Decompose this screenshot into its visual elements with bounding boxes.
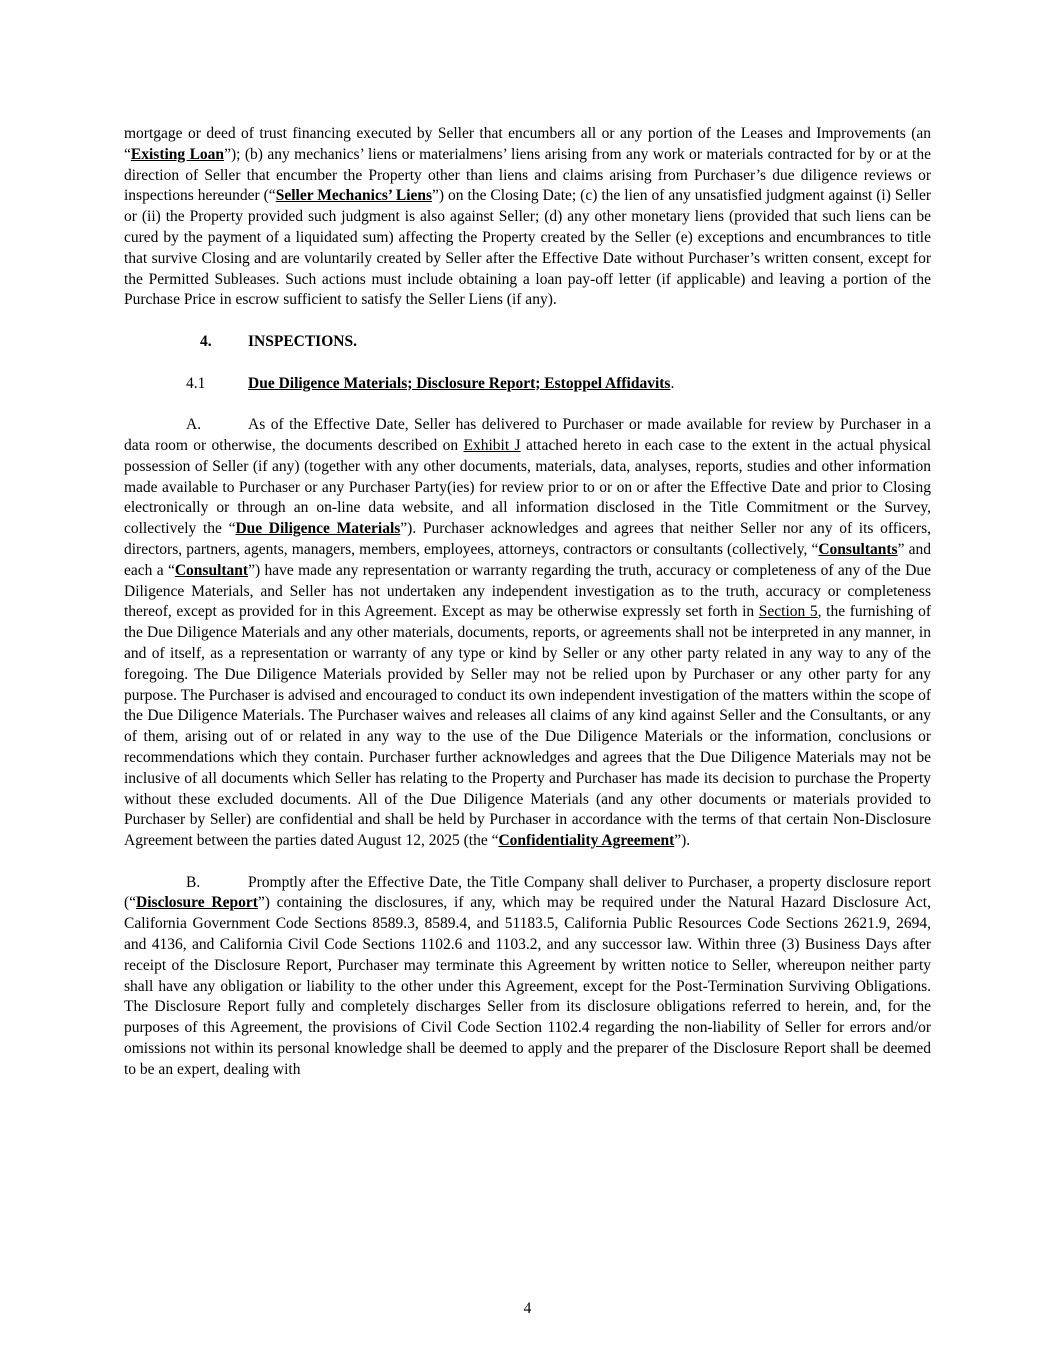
text-run: ”).	[674, 832, 691, 850]
defined-term-seller-mechanics-liens: Seller Mechanics’ Liens	[275, 187, 433, 205]
text-run: ”) on the Closing Date; (c) the lien of any unsatisfied judgment against (i) Seller or (ii) the Property provided such judgment is also against Seller; (d) any other monetary liens (provided that such liens can be cured by the payment of a liquidated sum) affecting the Property created by the Seller (e) exceptions and encumbrances to title that survive Closing and are voluntarily created by Seller after the Effective Date without Purchaser’s written consent, except for the Permitted Subleases. Such actions must include obtaining a loan pay-off letter (if applicable) and leaving a portion of the Purchase Price in escrow sufficient to satisfy the Seller Liens (if any).	[124, 187, 931, 309]
subsection-title-period: .	[670, 374, 675, 392]
text-run: , the furnishing of the Due Diligence Materials and any other materials, documents, reports, or agreements shall not be interpreted in any manner, in and of itself, as a representation or warranty of any type or kind by Seller or any other party related in any way to any of the foregoing. The Due Diligence Materials provided by Seller may not be relied upon by Purchaser or any other party for any purpose. The Purchaser is advised and encouraged to conduct its own independent investigation of the matters within the scope of the Due Diligence Materials. The Purchaser waives and releases all claims of any kind against Seller and the Consultants, or any of them, arising out of or related in any way to the use of the Due Diligence Materials or the information, conclusions or recommendations which they contain. Purchaser further acknowledges and agrees that the Due Diligence Materials may not be inclusive of all documents which Seller has relating to the Property and Purchaser has made its decision to purchase the Property without these excluded documents. All of the Due Diligence Materials (and any other documents or materials provided to Purchaser by Seller) are confidential and shall be held by Purchaser in accordance with the terms of that certain Non-Disclosure Agreement between the parties dated August 12, 2025 (the “	[124, 603, 931, 850]
paragraph-label: B.	[186, 873, 201, 891]
defined-term-confidentiality-agreement: Confidentiality Agreement	[498, 832, 675, 850]
subsection-title-wrapper	[248, 374, 674, 395]
subsection-title: Due Diligence Materials; Disclosure Report; Estoppel Affidavits	[248, 374, 671, 392]
section-title: INSPECTIONS.	[248, 332, 357, 350]
intro-paragraph	[124, 124, 931, 311]
paragraph-a	[124, 415, 931, 852]
text-run: ” and each a “	[124, 540, 931, 579]
paragraph-indent	[124, 415, 248, 436]
defined-term-existing-loan: Existing Loan	[130, 145, 225, 163]
spacer	[124, 353, 931, 374]
spacer	[124, 852, 931, 873]
text-run: ”). Purchaser acknowledges and agrees that neither Seller nor any of its officers, directors, partners, agents, managers, members, employees, attorneys, contractors or consultants (collectively, “	[124, 520, 932, 558]
text-run: ”) have made any representation or warranty regarding the truth, accuracy or completeness of any of the Due Diligence Materials, and Seller has not undertaken any independent investigation as to the truth, accuracy or completeness thereof, except as provided for in this Agreement. Except as may be otherwise expressly set forth in	[124, 561, 931, 621]
defined-term-consultants: Consultants	[818, 540, 898, 558]
paragraph-indent	[124, 873, 248, 894]
defined-term-disclosure-report: Disclosure Report	[136, 894, 258, 912]
section-reference: Section 5	[758, 603, 818, 621]
defined-term-consultant: Consultant	[174, 561, 249, 579]
text-run: attached hereto in each case to the extent in the actual physical possession of Seller (if any) (together with any other documents, materials, data, analyses, reports, studies and other information made available to Purchaser or any Purchaser Party(ies) for review prior to or on or after the Effective Date and prior to Closing electronically or through an on-line data website, and all information disclosed in the Title Commitment or the Survey, collectively the “	[124, 436, 932, 538]
paragraph-b	[124, 873, 931, 1081]
section-number: 4.	[200, 332, 212, 350]
spacer	[124, 311, 931, 332]
exhibit-reference: Exhibit J	[463, 436, 521, 454]
subsection-number: 4.1	[186, 374, 206, 392]
page-number: 4	[523, 1300, 532, 1317]
text-run: ”); (b) any mechanics’ liens or materialmens’ liens arising from any work or materials contracted for by or at the direction of Seller that encumber the Property other than liens and claims arising from Purchaser’s due diligence reviews or inspections hereunder (“	[124, 145, 931, 205]
paragraph-label: A.	[186, 416, 202, 434]
document-page	[124, 124, 931, 1081]
text-run: mortgage or deed of trust financing executed by Seller that encumbers all or any portion of the Leases and Improvements (an “	[124, 125, 931, 163]
text-run: ”) containing the disclosures, if any, which may be required under the Natural Hazard Disclosure Act, California Government Code Sections 8589.3, 8589.4, and 51183.5, California Public Resources Code Sections 2621.9, 2694, and 4136, and California Civil Code Sections 1102.6 and 1103.2, and any successor law. Within three (3) Business Days after receipt of the Disclosure Report, Purchaser may terminate this Agreement by written notice to Seller, whereupon neither party shall have any obligation or liability to the other under this Agreement, except for the Post-Termination Surviving Obligations. The Disclosure Report fully and completely discharges Seller from its disclosure obligations referred to herein, and, for the purposes of this Agreement, the provisions of Civil Code Section 1102.4 regarding the non-liability of Seller for errors and/or omissions not within its personal knowledge shall be deemed to apply and the preparer of the Disclosure Report shall be deemed to be an expert, dealing with	[124, 894, 931, 1078]
section-heading-4	[124, 332, 931, 353]
spacer	[124, 394, 931, 415]
text-run: As of the Effective Date, Seller has delivered to Purchaser or made available for review by Purchaser in a data room or otherwise, the documents described on	[124, 416, 931, 454]
defined-term-due-diligence-materials: Due Diligence Materials	[235, 520, 401, 538]
text-run: Promptly after the Effective Date, the Title Company shall deliver to Purchaser, a property disclosure report (“	[124, 873, 931, 912]
section-heading-4-1	[124, 374, 931, 395]
